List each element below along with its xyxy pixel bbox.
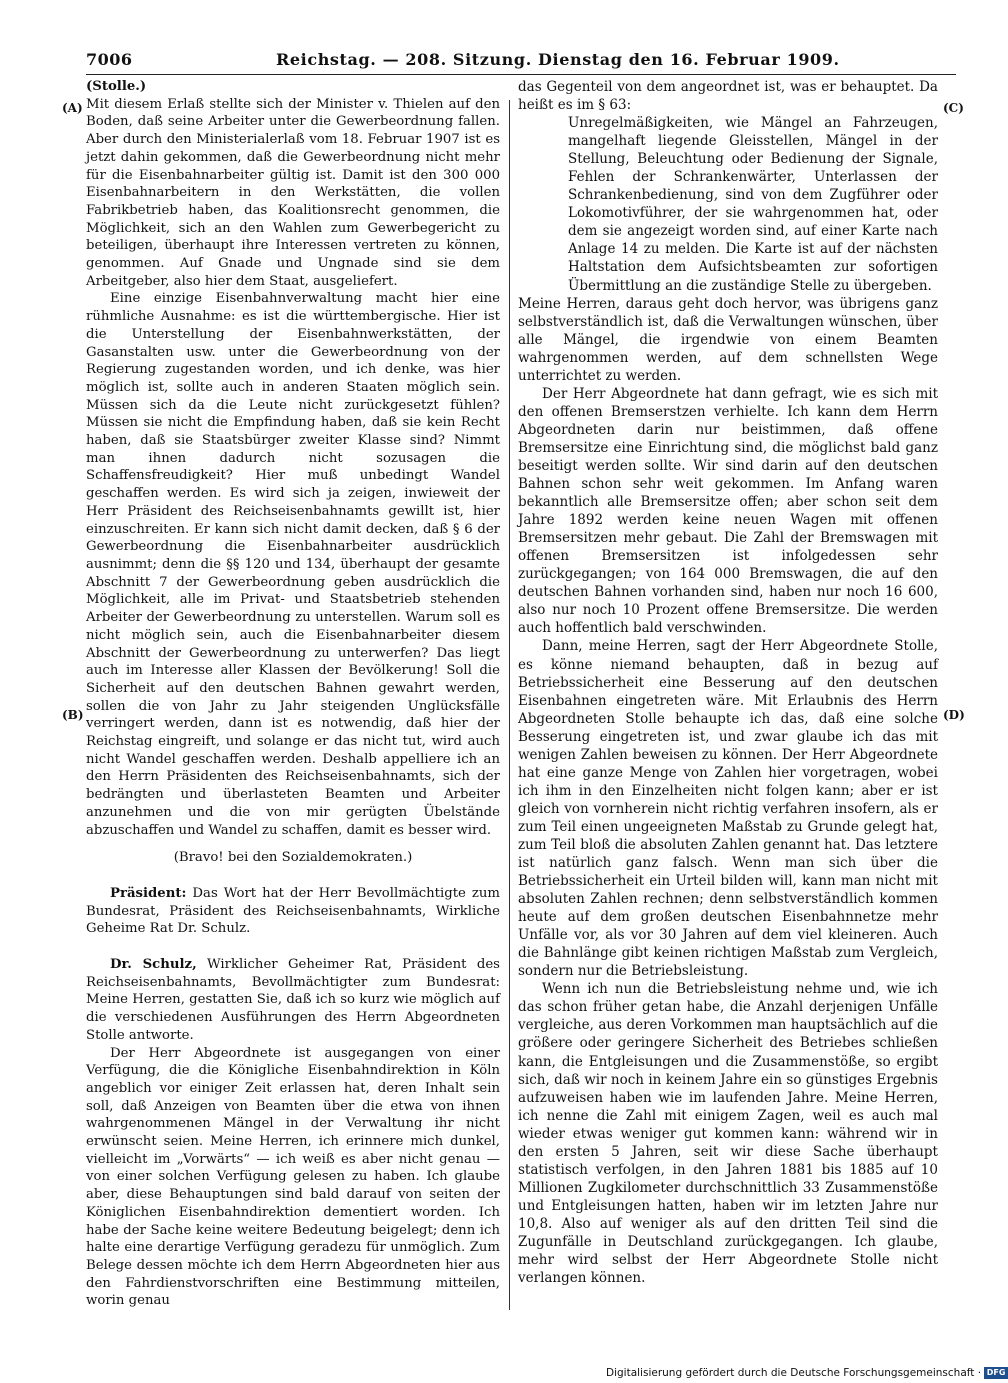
paragraph: Der Herr Abgeordnete hat dann gefragt, wie es sich mit den offenen Bremserstzen verhielte. Ich kann dem Herrn Abgeordneten darin nur beistimmen, daß offene Bremsersitze eine Einrichtung sind, die möglichst bald ganz beseitigt werden sollte. Wir sind darin auf den deutschen Bahnen schon sehr weit gekommen. Im Anfang waren bekanntlich alle Bremsersitze offen; aber schon seit dem Jahre 1892 werden keine neuen Wagen mit offenen Bremsersitzen mehr gebaut. Die Zahl der Bremswagen mit offenen Bremsersitzen ist infolgedessen sehr zurückgegangen; von 164 000 Bremswagen, die auf den deutschen Bahnen vorhanden sind, haben nur noch 16 600, also nur noch 10 Prozent offene Bremsersitze. Die werden auch hoffentlich bald verschwinden. [518, 385, 938, 637]
president-speech [86, 885, 500, 938]
margin-marker-a: (A) [62, 101, 83, 115]
margin-marker-c: (C) [943, 101, 964, 115]
paragraph: das Gegenteil von dem angeordnet ist, was er behauptet. Da heißt es im § 63: [518, 79, 938, 114]
running-head: Reichstag. — 208. Sitzung. Dienstag den 16. Februar 1909. [276, 50, 840, 69]
paragraph: Eine einzige Eisenbahnverwaltung macht hier eine rühmliche Ausnahme: es ist die württembergische. Hier ist die Unterstellung der Eisenbahnwerkstätten, der Gasanstalten usw. unter die Gewerbeordnung von der Regierung zugestanden worden, und ich denke, was hier möglich ist, sollte auch in anderen Staaten möglich sein. Müssen sich da die Leute nicht zurückgesetzt fühlen? Müssen sie nicht die Empfindung haben, daß sie kein Recht haben, daß sie Staatsbürger zweiter Klasse sind? Nimmt man ihnen dadurch nicht sozusagen die Schaffensfreudigkeit? Hier muß unbedingt Wandel geschaffen werden. Es wird sich ja zeigen, inwieweit der Herr Präsident des Reichseisenbahnamts gewillt ist, hier einzuschreiten. Er kann sich nicht damit decken, daß § 6 der Gewerbeordnung die Eisenbahnarbeiter ausdrücklich ausnimmt; denn die §§ 120 und 134, überhaupt der gesamte Abschnitt 7 der Gewerbeordnung geben ausdrücklich die Möglichkeit, alle im Privat- und Staatsbetrieb stehenden Arbeiter der Gewerbeordnung zu unterstellen. Warum soll es nicht möglich sein, auch die Eisenbahnarbeiter diesem Abschnitt der Gewerbeordnung zu unterwerfen? Das liegt auch im Interesse aller Klassen der Bevölkerung! Soll die Sicherheit auf den deutschen Bahnen gewahrt werden, sollen die von Jahr zu Jahr steigenden Unglücksfälle verringert werden, dann ist es notwendig, daß hier der Reichstag eingreift, und solange er das nicht tut, wird auch nicht Wandel geschaffen werden. Deshalb appelliere ich an den Herrn Präsidenten des Reichseisenbahnamts, sich der bedrängten und überlasteten Beamten und Arbeiter anzunehmen und die von mir gerügten Übelstände abzuschaffen und Wandel zu schaffen, damit es besser wird. [86, 291, 500, 838]
left-column [86, 78, 500, 1310]
speaker-continuation: (Stolle.) [86, 79, 147, 94]
margin-marker-b: (B) [62, 708, 84, 722]
page-number: 7006 [86, 50, 133, 69]
paragraph: Wenn ich nun die Betriebsleistung nehme und, wie ich das schon früher getan habe, die Anzahl derjenigen Unfälle vergleiche, aus deren Vorkommen man hauptsächlich auf die größere oder geringere Sicherheit des Betriebes schließen kann, die Entgleisungen und die Zusammenstöße, so ergibt sich, daß wir noch in keinem Jahre ein so günstiges Ergebnis aufzuweisen haben wie im laufenden Jahre. Meine Herren, ich nenne die Zahl mit einigem Zagen, weil es auch mal wieder etwas weniger gut kommen kann: während wir in den ersten 5 Jahren, seit wir diese Sache überhaupt statistisch verfolgen, in den Jahren 1881 bis 1885 auf 10 Millionen Zugkilometer durchschnittlich 33 Zusammenstöße und Entgleisungen hatten, haben wir im letzten Jahre nur 10,8. Also auf weniger als auf den dritten Teil sind die Zugunfälle in Deutschland zurückgegangen. Ich glaube, mehr wird selbst der Herr Abgeordnete Stolle nicht verlangen können. [518, 981, 938, 1287]
quoted-regulation: Unregelmäßigkeiten, wie Mängel an Fahrzeugen, mangelhaft liegende Gleisstellen, Mängel in der Stellung, Beleuchtung oder Bedienung der Signale, Fehlen der Schrankenwärter, Unterlassen der Schrankenbedienung, sind von dem Zugführer oder Lokomotivführer, der sie wahrgenommen hat, oder dem sie angezeigt worden sind, auf einer Karte nach Anlage 14 zu melden. Die Karte ist auf der nächsten Haltstation dem Aufsichtsbeamten zur sofortigen Übermittlung an die zuständige Stelle zu übergeben. [568, 115, 938, 294]
column-divider [509, 100, 510, 1310]
paragraph: Der Herr Abgeordnete ist ausgegangen von einer Verfügung, die die Königliche Eisenbahndirektion in Köln angeblich vor einiger Zeit erlassen hat, deren Inhalt sein soll, daß Anzeigen von Beamten über die etwa von ihnen wahrgenommenen Mängel in der Verwaltung ihr nicht erwünscht seien. Meine Herren, ich erinnere mich dunkel, vielleicht im „Vorwärts“ — ich weiß es aber nicht genau — von einer solchen Verfügung gelesen zu haben. Ich glaube aber, diese Behauptungen sind bald darauf von seiten der Königlichen Eisenbahndirektion dementiert worden. Ich habe der Sache keine weitere Bedeutung beigelegt; denn ich halte eine derartige Verfügung geradezu für unmöglich. Zum Belege dessen möchte ich dem Herrn Abgeordneten hier aus den Fahrdienstvorschriften eine Bestimmung mitteilen, worin genau [86, 1045, 500, 1309]
speech-text: Das Wort hat der Herr Bevollmächtigte zum Bundesrat, Präsident des Reichseisenbahnamts, Wirkliche Geheime Rat Dr. Schulz. [86, 885, 501, 937]
page-header [86, 50, 956, 75]
margin-marker-d: (D) [943, 708, 965, 722]
footer-credit: Digitalisierung gefördert durch die Deutsche Forschungsgemeinschaft · [606, 1367, 982, 1379]
schulz-speech [86, 956, 500, 1045]
paragraph: Mit diesem Erlaß stellte sich der Minister v. Thielen auf den Boden, daß seine Arbeiter unter die Gewerbeordnung fallen. Aber durch den Ministerialerlaß vom 18. Februar 1907 ist es jetzt dahin gekommen, daß die Gewerbeordnung nicht mehr für die Eisenbahnarbeiter gültig ist. Damit ist den 300 000 Eisenbahnarbeitern in den Werkstätten, die vollen Fabrikbetrieb haben, das Koalitionsrecht genommen, die Möglichkeit, sich an den Wahlen zum Gewerbegericht zu beteiligen, überhaupt ihre Interessen vertreten zu können, genommen. Auf Gnade und Ungnade sind sie dem Arbeitgeber, also hier dem Staat, ausgeliefert. [86, 96, 500, 289]
speaker-name: Dr. Schulz, [110, 957, 197, 973]
applause-note: (Bravo! bei den Sozialdemokraten.) [173, 850, 413, 866]
speaker-name: Präsident: [110, 885, 187, 901]
speech-text: Wirklicher Geheimer Rat, Präsident des Reichseisenbahnamts, Bevollmächtigter zum Bundesrat: Meine Herren, gestatten Sie, daß ich so kurz wie möglich auf die verschiedenen Ausführungen des Herrn Abgeordneten Stolle antworte. [86, 957, 500, 1043]
paragraph: Meine Herren, daraus geht doch hervor, was übrigens ganz selbstverständlich ist, daß die Verwaltungen wünschen, über alle Mängel, die irgendwie von einem Beamten wahrgenommen werden, auf dem schnellsten Wege unterrichtet zu werden. [518, 295, 938, 384]
dfg-logo: DFG [984, 1367, 1008, 1379]
right-column [518, 78, 938, 1287]
digitization-footer [606, 1367, 1006, 1381]
paragraph: Dann, meine Herren, sagt der Herr Abgeordnete Stolle, es könne niemand behaupten, daß in bezug auf Betriebssicherheit eine Besserung auf den deutschen Eisenbahnen eingetreten wäre. Mit Erlaubnis des Herrn Abgeordneten Stolle behaupte ich das, daß eine solche Besserung eingetreten ist, und zwar glaube ich das mit wenigen Zahlen beweisen zu können. Der Herr Abgeordnete hat eine ganze Menge von Zahlen hier vorgetragen, wobei ich ihm in den Einzelheiten nicht folgen kann; aber er ist gleich von vornherein nicht richtig verfahren insofern, als er zum Teil einen ungeeigneten Maßstab zu Grunde gelegt hat, zum Teil bloß die absoluten Zahlen genannt hat. Das letztere ist natürlich ganz falsch. Wenn man sich über die Betriebssicherheit ein Urteil bilden will, kann man nicht mit absoluten Zahlen rechnen; denn selbstverständlich kommen heute auf dem großen deutschen Eisenbahnnetze mehr Unfälle vor, als vor 30 Jahren auf dem viel kleineren. Auch die Bahnlänge gibt keinen richtigen Maßstab zum Vergleich, sondern nur die Betriebsleistung. [518, 638, 938, 980]
